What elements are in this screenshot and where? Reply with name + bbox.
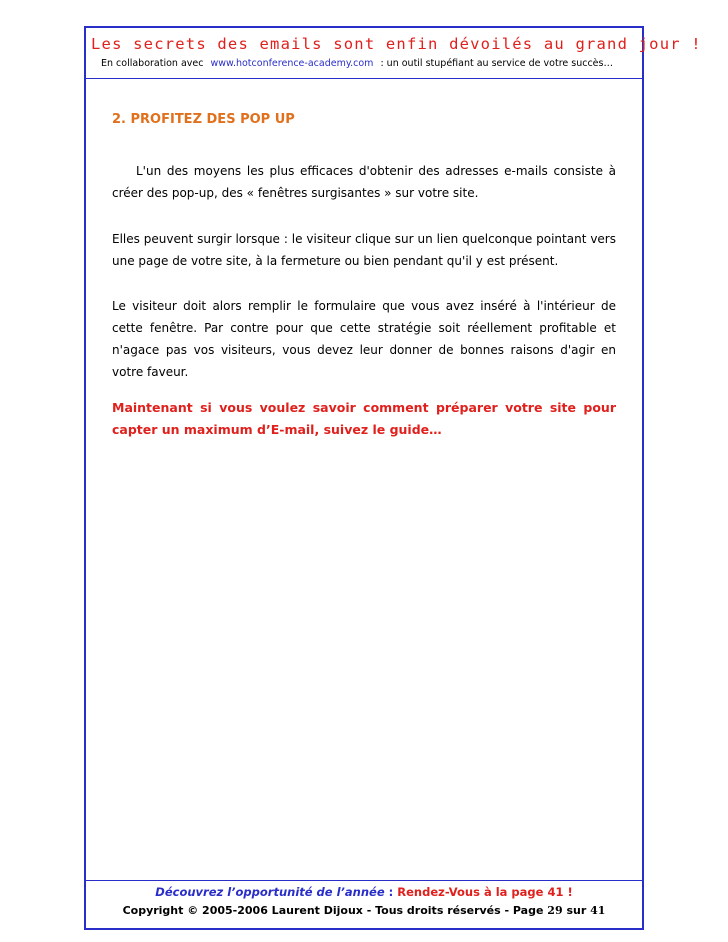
call-to-action: Maintenant si vous voulez savoir comment préparer votre site pour capter un maximum d’E-mail, suivez le guide… (112, 400, 616, 437)
header-subtitle (101, 58, 631, 69)
footer-promo (86, 885, 642, 899)
footer-copyright (86, 904, 642, 917)
website-link[interactable]: www.hotconference-academy.com (210, 58, 374, 69)
paragraph-3: Le visiteur doit alors remplir le formulaire que vous avez inséré à l'intérieur de cette fenêtre. Par contre pour que cette stratégie soit réellement profitable et n'agace pas vos visiteurs, vous devez leur donner de bonnes raisons d'agir en votre faveur. (112, 299, 616, 379)
page-of: sur (566, 904, 587, 917)
footer-divider (86, 880, 642, 881)
section-title: 2. PROFITEZ DES POP UP (112, 112, 295, 127)
page-total: 41 (590, 904, 606, 917)
header-title: Les secrets des emails sont enfin dévoilés au grand jour ! (91, 35, 702, 53)
header-divider (86, 78, 642, 79)
collab-suffix: : un outil stupéfiant au service de votre succès… (380, 58, 613, 69)
footer-rendezvous-link[interactable]: Rendez-Vous à la page 41 ! (397, 885, 573, 899)
footer-colon: : (384, 885, 398, 899)
footer-discover-text: Découvrez l’opportunité de l’année (155, 885, 385, 899)
page-number: 29 (547, 904, 563, 917)
collab-prefix: En collaboration avec (101, 58, 204, 69)
paragraph-1: L'un des moyens les plus efficaces d'obtenir des adresses e-mails consiste à créer des pop-up, des « fenêtres surgisantes » sur votre site. (112, 164, 616, 200)
copyright-text: Copyright © 2005-2006 Laurent Dijoux - Tous droits réservés - Page (122, 904, 544, 917)
paragraph-2: Elles peuvent surgir lorsque : le visiteur clique sur un lien quelconque pointant vers une page de votre site, à la fermeture ou bien pendant qu'il y est présent. (112, 232, 616, 268)
